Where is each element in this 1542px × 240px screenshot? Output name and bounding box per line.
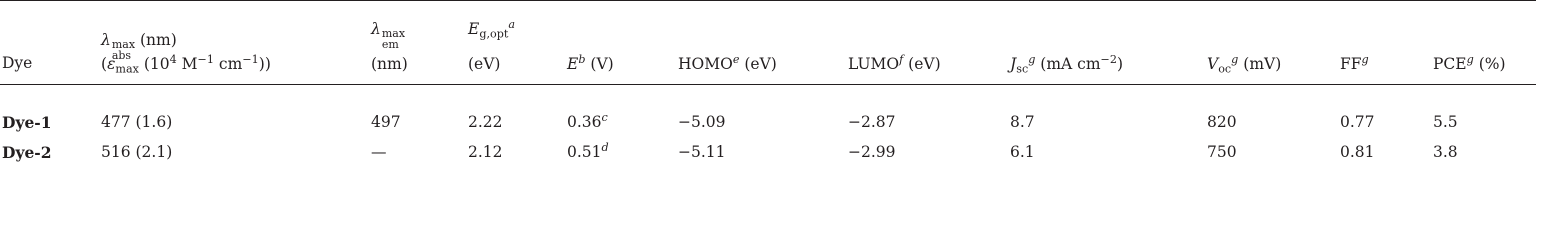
ff-footnote: g [1361,52,1369,66]
row1-pce: 5.5 [1433,113,1458,131]
egopt-symbol: E [468,20,480,38]
eps-m-pow: −1 [197,52,214,66]
homo-label: HOMO [678,55,733,73]
lumo-label: LUMO [848,55,900,73]
row1-voc: 820 [1207,113,1237,131]
row1-abs: 477 (1.6) [101,113,173,131]
table-top-rule [0,0,1536,1]
row1-lumo: −2.87 [848,113,896,131]
header-egopt [468,17,516,41]
eps-close: )) [258,55,271,73]
row2-jsc: 6.1 [1010,143,1035,161]
row1-ff: 0.77 [1340,113,1375,131]
row1-e-footnote: c [601,110,608,124]
lambda-em-sub: em [381,38,399,51]
jsc-sub: sc [1016,62,1029,76]
jsc-unit: (mA cm [1040,55,1101,73]
header-pce [1433,52,1506,73]
lambda-em-symbol: λ [371,20,381,38]
row2-egopt: 2.12 [468,143,503,161]
eps-cm: cm [214,55,243,73]
row2-e-footnote: d [601,140,609,154]
jsc-footnote: g [1028,52,1036,66]
jsc-unit-pow: −2 [1100,52,1117,66]
row1-em: 497 [371,113,401,131]
lambda-em-script [382,28,405,50]
row1-egopt: 2.22 [468,113,503,131]
row2-dye: Dye-2 [2,143,52,162]
homo-unit: (eV) [744,55,777,73]
eps-ten: (10 [138,55,170,73]
lambda-abs-sub: abs [111,49,132,62]
lambda-abs-sup: max [111,38,136,51]
row1-e [567,110,608,131]
eps-open: ( [101,55,108,73]
pce-label: PCE [1433,55,1467,73]
header-lambda-em-unit [371,57,408,73]
homo-footnote: e [732,52,740,66]
row2-pce: 3.8 [1433,143,1458,161]
table-header-rule [0,84,1536,85]
row1-homo: −5.09 [678,113,726,131]
header-dye [2,56,32,72]
ff-label: FF [1340,55,1362,73]
header-lambda-em [371,22,405,50]
row2-ff: 0.81 [1340,143,1375,161]
e-unit: (V) [590,55,614,73]
lambda-abs-unit: (nm) [139,31,177,49]
egopt-sub: g,opt [479,27,509,41]
header-ff [1340,52,1369,73]
eps-symbol: ε [107,55,116,73]
lumo-unit: (eV) [908,55,941,73]
egopt-unit: (eV) [468,55,501,73]
row2-homo: −5.11 [678,143,726,161]
header-jsc [1010,52,1124,76]
row1-dye: Dye-1 [2,113,52,132]
eps-sub: max [115,62,139,76]
header-voc [1207,52,1282,76]
eps-cm-pow: −1 [242,52,259,66]
row2-voc: 750 [1207,143,1237,161]
jsc-symbol: J [1010,55,1017,73]
voc-sub: oc [1218,62,1232,76]
header-dye-label: Dye [2,54,33,72]
row1-jsc: 8.7 [1010,113,1035,131]
eps-m: M [176,55,198,73]
header-egopt-unit [468,57,500,73]
row2-abs: 516 (2.1) [101,143,173,161]
row2-e-value: 0.51 [567,143,602,161]
row2-em: — [371,143,387,161]
voc-symbol: V [1207,55,1219,73]
lumo-footnote: f [899,52,904,66]
pce-footnote: g [1466,52,1474,66]
header-homo [678,52,777,73]
row2-lumo: −2.99 [848,143,896,161]
egopt-footnote: a [508,17,516,31]
e-symbol: E [567,55,579,73]
voc-unit: (mV) [1243,55,1282,73]
row1-e-value: 0.36 [567,113,602,131]
row2-e [567,140,609,161]
header-lumo [848,52,941,73]
lambda-em-sup: max [381,27,406,40]
pce-unit: (%) [1478,55,1506,73]
jsc-unit-close: ) [1117,55,1124,73]
lambda-em-unit: (nm) [371,55,408,73]
eps-ten-pow: 4 [169,52,177,66]
header-e [567,52,614,73]
e-footnote: b [578,52,586,66]
lambda-symbol: λ [101,31,111,49]
voc-footnote: g [1231,52,1239,66]
